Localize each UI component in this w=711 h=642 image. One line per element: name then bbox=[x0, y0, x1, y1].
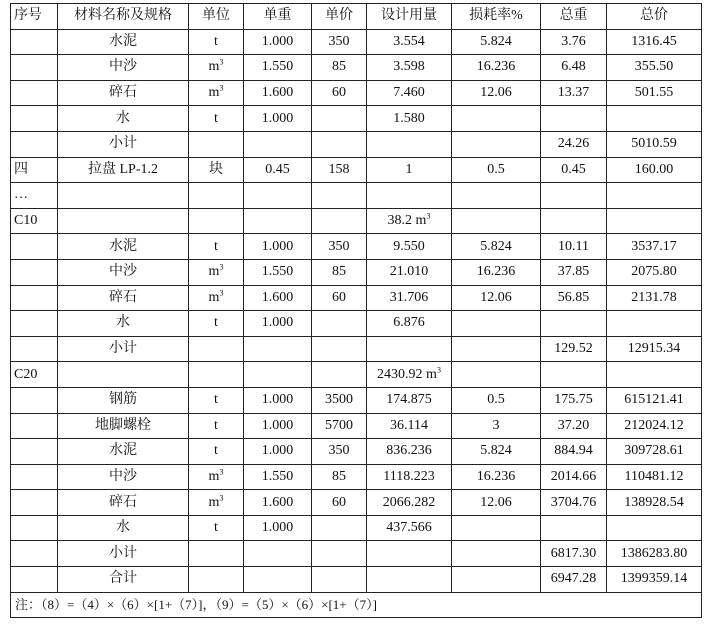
table-row bbox=[11, 311, 702, 337]
table-cell: C20 bbox=[11, 362, 58, 388]
table-cell bbox=[11, 336, 58, 362]
column-header: 单位 bbox=[189, 4, 244, 30]
table-cell: $m^3$ bbox=[189, 464, 244, 490]
table-cell: 12.06 bbox=[452, 80, 541, 106]
table-cell: 1.000 bbox=[244, 439, 312, 465]
table-cell: 501.55 bbox=[607, 80, 702, 106]
table-cell: 1.000 bbox=[244, 311, 312, 337]
table-cell: 1.000 bbox=[244, 234, 312, 260]
table-cell bbox=[244, 567, 312, 593]
table-cell: 37.85 bbox=[541, 259, 607, 285]
material-cost-table bbox=[10, 3, 702, 618]
table-cell bbox=[189, 336, 244, 362]
table-cell bbox=[312, 106, 367, 132]
table-cell bbox=[452, 515, 541, 541]
table-cell: 12.06 bbox=[452, 285, 541, 311]
table-cell: 175.75 bbox=[541, 387, 607, 413]
table-cell bbox=[244, 336, 312, 362]
table-cell: … bbox=[11, 183, 58, 209]
table-cell: 中沙 bbox=[58, 464, 189, 490]
table-cell: 5.824 bbox=[452, 439, 541, 465]
table-cell bbox=[244, 131, 312, 157]
table-cell: 5.824 bbox=[452, 29, 541, 55]
table-cell bbox=[244, 208, 312, 234]
table-cell: 5010.59 bbox=[607, 131, 702, 157]
table-cell: t bbox=[189, 515, 244, 541]
table-cell: 拉盘 LP-1.2 bbox=[58, 157, 189, 183]
table-cell bbox=[58, 183, 189, 209]
table-cell: $m^3$ bbox=[189, 80, 244, 106]
table-cell bbox=[58, 208, 189, 234]
table-cell bbox=[58, 362, 189, 388]
table-cell: 3.554 bbox=[367, 29, 452, 55]
table-body bbox=[11, 29, 702, 592]
table-cell: 38.2 $m^3$ bbox=[367, 208, 452, 234]
table-cell: $m^3$ bbox=[189, 490, 244, 516]
table-cell bbox=[11, 464, 58, 490]
table-row bbox=[11, 285, 702, 311]
table-cell: 1316.45 bbox=[607, 29, 702, 55]
table-cell: t bbox=[189, 439, 244, 465]
table-cell: 1.550 bbox=[244, 464, 312, 490]
table-cell: 16.236 bbox=[452, 464, 541, 490]
table-cell bbox=[189, 183, 244, 209]
table-cell bbox=[11, 106, 58, 132]
table-cell: 212024.12 bbox=[607, 413, 702, 439]
table-cell bbox=[11, 541, 58, 567]
column-header: 材料名称及规格 bbox=[58, 4, 189, 30]
column-header: 序号 bbox=[11, 4, 58, 30]
table-row bbox=[11, 464, 702, 490]
table-row bbox=[11, 362, 702, 388]
table-row bbox=[11, 567, 702, 593]
table-cell: 174.875 bbox=[367, 387, 452, 413]
table-cell: 1399359.14 bbox=[607, 567, 702, 593]
table-row bbox=[11, 439, 702, 465]
column-header: 单价 bbox=[312, 4, 367, 30]
table-cell: 56.85 bbox=[541, 285, 607, 311]
table-cell bbox=[452, 106, 541, 132]
table-cell bbox=[452, 131, 541, 157]
table-cell bbox=[607, 362, 702, 388]
table-row bbox=[11, 413, 702, 439]
table-cell bbox=[312, 567, 367, 593]
table-cell bbox=[189, 208, 244, 234]
table-cell bbox=[11, 55, 58, 81]
table-cell: $m^3$ bbox=[189, 285, 244, 311]
table-cell: 水泥 bbox=[58, 29, 189, 55]
table-cell: 85 bbox=[312, 464, 367, 490]
unit-exponent: 3 bbox=[219, 467, 224, 477]
table-cell bbox=[312, 131, 367, 157]
table-cell bbox=[452, 311, 541, 337]
table-cell: 1118.223 bbox=[367, 464, 452, 490]
table-cell: 2131.78 bbox=[607, 285, 702, 311]
table-cell bbox=[367, 567, 452, 593]
table-cell bbox=[541, 208, 607, 234]
table-cell: $m^3$ bbox=[189, 259, 244, 285]
table-cell bbox=[11, 29, 58, 55]
table-cell bbox=[11, 234, 58, 260]
table-cell: 16.236 bbox=[452, 259, 541, 285]
table-cell bbox=[312, 336, 367, 362]
table-row bbox=[11, 80, 702, 106]
table-cell: 1.600 bbox=[244, 490, 312, 516]
table-cell: 3704.76 bbox=[541, 490, 607, 516]
table-cell: 3537.17 bbox=[607, 234, 702, 260]
table-cell: 合计 bbox=[58, 567, 189, 593]
table-cell: 160.00 bbox=[607, 157, 702, 183]
table-cell: 6817.30 bbox=[541, 541, 607, 567]
table-note: 注：（8）=（4）×（6）×[1+（7）]，（9）=（5）×（6）×[1+（7）] bbox=[11, 592, 702, 618]
table-cell: 水泥 bbox=[58, 234, 189, 260]
column-header: 损耗率% bbox=[452, 4, 541, 30]
table-row bbox=[11, 106, 702, 132]
table-cell: 36.114 bbox=[367, 413, 452, 439]
table-cell: 37.20 bbox=[541, 413, 607, 439]
table-cell bbox=[244, 541, 312, 567]
table-cell: 地脚螺栓 bbox=[58, 413, 189, 439]
table-row bbox=[11, 336, 702, 362]
table-cell bbox=[11, 311, 58, 337]
table-cell: 中沙 bbox=[58, 55, 189, 81]
table-cell: 小计 bbox=[58, 131, 189, 157]
table-cell: 碎石 bbox=[58, 490, 189, 516]
unit-exponent: 3 bbox=[219, 288, 224, 298]
table-cell: t bbox=[189, 234, 244, 260]
column-header: 总重 bbox=[541, 4, 607, 30]
table-cell: 16.236 bbox=[452, 55, 541, 81]
table-row bbox=[11, 29, 702, 55]
table-cell: t bbox=[189, 29, 244, 55]
table-cell: 2014.66 bbox=[541, 464, 607, 490]
table-cell bbox=[452, 336, 541, 362]
table-cell: 85 bbox=[312, 55, 367, 81]
table-cell bbox=[244, 183, 312, 209]
table-cell bbox=[11, 285, 58, 311]
table-cell: 1386283.80 bbox=[607, 541, 702, 567]
table-cell: 6947.28 bbox=[541, 567, 607, 593]
table-cell: 四 bbox=[11, 157, 58, 183]
table-cell: 0.5 bbox=[452, 157, 541, 183]
table-row bbox=[11, 157, 702, 183]
table-cell: 水泥 bbox=[58, 439, 189, 465]
table-cell: 2066.282 bbox=[367, 490, 452, 516]
table-cell: 12915.34 bbox=[607, 336, 702, 362]
table-cell bbox=[367, 131, 452, 157]
table-cell bbox=[452, 541, 541, 567]
table-cell: 3.76 bbox=[541, 29, 607, 55]
table-cell: 350 bbox=[312, 234, 367, 260]
table-cell: 3 bbox=[452, 413, 541, 439]
table-cell bbox=[11, 567, 58, 593]
table-cell: 355.50 bbox=[607, 55, 702, 81]
table-cell: 60 bbox=[312, 80, 367, 106]
table-row bbox=[11, 259, 702, 285]
table-row bbox=[11, 131, 702, 157]
table-cell bbox=[312, 183, 367, 209]
table-cell: 31.706 bbox=[367, 285, 452, 311]
table-cell: 13.37 bbox=[541, 80, 607, 106]
table-cell bbox=[11, 80, 58, 106]
table-row bbox=[11, 208, 702, 234]
table-cell: 350 bbox=[312, 439, 367, 465]
table-row bbox=[11, 55, 702, 81]
table-cell: 9.550 bbox=[367, 234, 452, 260]
table-cell: 小计 bbox=[58, 336, 189, 362]
unit-exponent: 3 bbox=[426, 211, 431, 221]
table-cell bbox=[541, 362, 607, 388]
table-cell: 1.000 bbox=[244, 413, 312, 439]
table-cell: 85 bbox=[312, 259, 367, 285]
table-cell bbox=[11, 439, 58, 465]
table-cell: t bbox=[189, 311, 244, 337]
unit-exponent: 3 bbox=[219, 83, 224, 93]
table-cell bbox=[189, 131, 244, 157]
table-cell bbox=[452, 183, 541, 209]
table-cell: 1 bbox=[367, 157, 452, 183]
table-cell bbox=[189, 541, 244, 567]
table-cell: 21.010 bbox=[367, 259, 452, 285]
unit-exponent: 3 bbox=[219, 57, 224, 67]
table-cell: C10 bbox=[11, 208, 58, 234]
table-cell: 615121.41 bbox=[607, 387, 702, 413]
table-cell: 1.580 bbox=[367, 106, 452, 132]
table-cell: $m^3$ bbox=[189, 55, 244, 81]
unit-exponent: 3 bbox=[219, 262, 224, 272]
table-cell bbox=[244, 362, 312, 388]
table-cell: 6.876 bbox=[367, 311, 452, 337]
table-cell: 碎石 bbox=[58, 285, 189, 311]
table-row bbox=[11, 234, 702, 260]
table-cell: t bbox=[189, 413, 244, 439]
table-cell: 350 bbox=[312, 29, 367, 55]
table-cell bbox=[541, 183, 607, 209]
table-cell bbox=[11, 413, 58, 439]
table-cell: 3.598 bbox=[367, 55, 452, 81]
table-cell bbox=[189, 362, 244, 388]
table-cell: 1.550 bbox=[244, 259, 312, 285]
table-cell bbox=[11, 490, 58, 516]
table-row bbox=[11, 387, 702, 413]
table-cell: 水 bbox=[58, 106, 189, 132]
table-cell: 1.600 bbox=[244, 80, 312, 106]
table-cell bbox=[11, 387, 58, 413]
table-cell bbox=[312, 541, 367, 567]
table-cell: 0.45 bbox=[541, 157, 607, 183]
table-cell bbox=[312, 362, 367, 388]
table-cell: 碎石 bbox=[58, 80, 189, 106]
table-cell bbox=[452, 208, 541, 234]
header-row bbox=[11, 4, 702, 30]
table-cell: 水 bbox=[58, 515, 189, 541]
table-cell bbox=[189, 567, 244, 593]
table-cell: 60 bbox=[312, 490, 367, 516]
column-header: 设计用量 bbox=[367, 4, 452, 30]
unit-exponent: 3 bbox=[219, 492, 224, 502]
table-cell bbox=[11, 131, 58, 157]
table-cell: 1.000 bbox=[244, 515, 312, 541]
table-cell bbox=[312, 515, 367, 541]
table-row bbox=[11, 541, 702, 567]
table-cell: 1.000 bbox=[244, 387, 312, 413]
table-cell: 138928.54 bbox=[607, 490, 702, 516]
table-cell: 5.824 bbox=[452, 234, 541, 260]
table-cell: 1.600 bbox=[244, 285, 312, 311]
table-row bbox=[11, 183, 702, 209]
table-cell bbox=[11, 515, 58, 541]
table-cell: 7.460 bbox=[367, 80, 452, 106]
table-cell: 1.000 bbox=[244, 106, 312, 132]
table-row bbox=[11, 515, 702, 541]
table-cell: 836.236 bbox=[367, 439, 452, 465]
table-row bbox=[11, 490, 702, 516]
table-cell bbox=[312, 311, 367, 337]
table-cell: 1.550 bbox=[244, 55, 312, 81]
table-cell: 6.48 bbox=[541, 55, 607, 81]
column-header: 总价 bbox=[607, 4, 702, 30]
table-cell: 2430.92 $m^3$ bbox=[367, 362, 452, 388]
table-cell bbox=[452, 362, 541, 388]
column-header: 单重 bbox=[244, 4, 312, 30]
table-cell bbox=[541, 106, 607, 132]
table-cell bbox=[541, 515, 607, 541]
note-row bbox=[11, 592, 702, 618]
table-cell bbox=[312, 208, 367, 234]
table-cell: 437.566 bbox=[367, 515, 452, 541]
table-cell bbox=[367, 183, 452, 209]
table-cell bbox=[367, 541, 452, 567]
table-cell: 110481.12 bbox=[607, 464, 702, 490]
table-cell: 24.26 bbox=[541, 131, 607, 157]
table-cell: 12.06 bbox=[452, 490, 541, 516]
table-cell: 水 bbox=[58, 311, 189, 337]
table-cell: 5700 bbox=[312, 413, 367, 439]
table-cell: 2075.80 bbox=[607, 259, 702, 285]
table-cell: 小计 bbox=[58, 541, 189, 567]
table-cell: 1.000 bbox=[244, 29, 312, 55]
table-cell bbox=[452, 567, 541, 593]
table-cell: 884.94 bbox=[541, 439, 607, 465]
table-cell bbox=[367, 336, 452, 362]
table-cell: 129.52 bbox=[541, 336, 607, 362]
table-cell: 309728.61 bbox=[607, 439, 702, 465]
table-cell: 钢筋 bbox=[58, 387, 189, 413]
table-cell: 中沙 bbox=[58, 259, 189, 285]
table-cell bbox=[607, 183, 702, 209]
table-cell bbox=[541, 311, 607, 337]
table-cell bbox=[11, 259, 58, 285]
table-cell bbox=[607, 515, 702, 541]
table-cell: t bbox=[189, 387, 244, 413]
table-cell: 3500 bbox=[312, 387, 367, 413]
table-cell: 60 bbox=[312, 285, 367, 311]
table-cell bbox=[607, 208, 702, 234]
table-cell bbox=[607, 311, 702, 337]
table-cell: 0.45 bbox=[244, 157, 312, 183]
table-cell: t bbox=[189, 106, 244, 132]
table-cell: 10.11 bbox=[541, 234, 607, 260]
table-cell: 0.5 bbox=[452, 387, 541, 413]
unit-exponent: 3 bbox=[436, 364, 441, 374]
table-cell bbox=[607, 106, 702, 132]
table-cell: 158 bbox=[312, 157, 367, 183]
table-cell: 块 bbox=[189, 157, 244, 183]
